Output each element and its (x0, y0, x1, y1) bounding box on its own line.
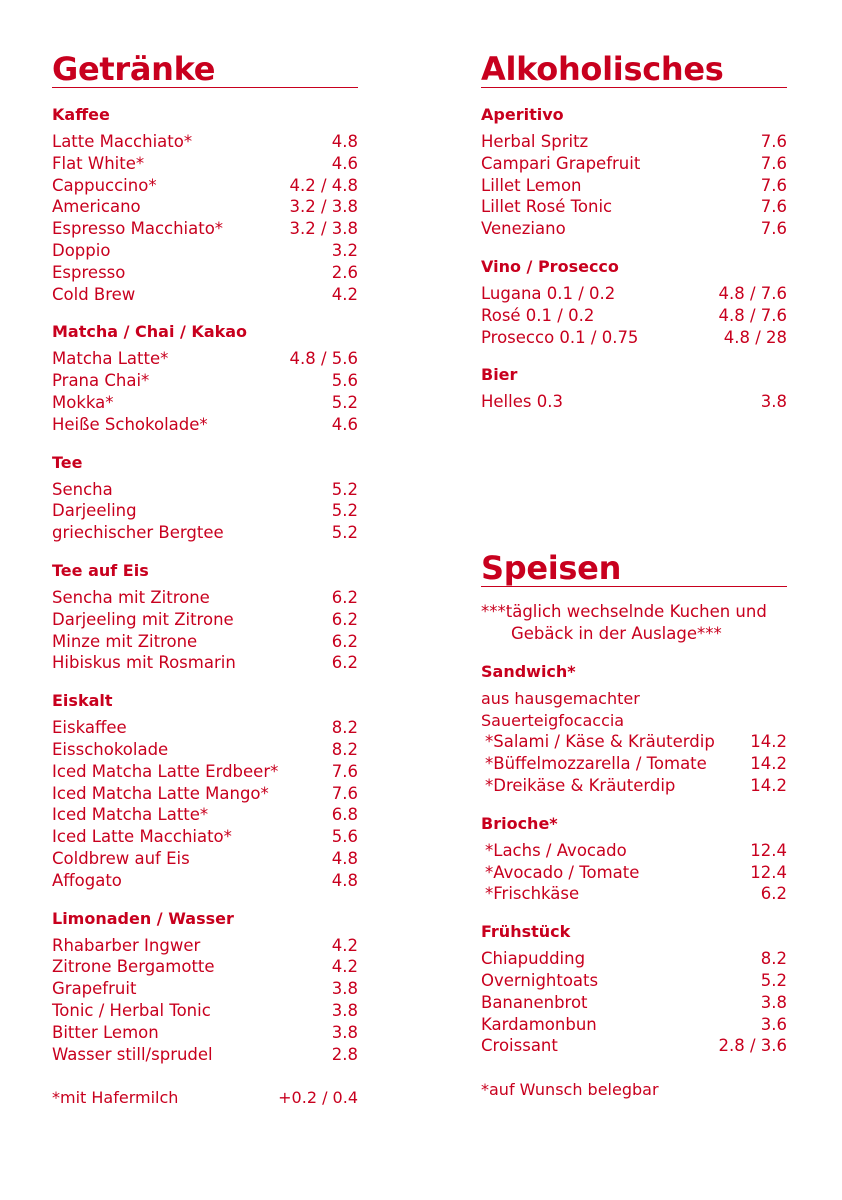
menu-item-name: Cold Brew (52, 284, 136, 304)
menu-item-price: 3.8 (331, 979, 358, 999)
oat-milk-footnote (52, 1087, 358, 1108)
menu-item-name: griechischer Bergtee (52, 523, 224, 543)
menu-item (481, 731, 787, 753)
sandwich-items (481, 731, 787, 796)
menu-item (52, 783, 358, 805)
menu-item (481, 992, 787, 1014)
section-title: Matcha / Chai / Kakao (52, 322, 248, 342)
menu-item-name: Grapefruit (52, 979, 137, 999)
menu-item-name: Affogato (52, 870, 122, 890)
oat-milk-surcharge: +0.2 / 0.4 (278, 1088, 358, 1108)
menu-item-price: 2.6 (331, 262, 358, 282)
menu-item-price: 3.2 (331, 240, 358, 260)
menu-item-name: Zitrone Bergamotte (52, 957, 215, 977)
menu-item-name: Helles 0.3 (481, 392, 563, 412)
menu-item-price: 4.8 (331, 132, 358, 151)
menu-item-price: 6.8 (331, 805, 358, 825)
menu-item-name: Herbal Spritz (481, 132, 589, 151)
menu-item-price: 5.2 (331, 392, 358, 412)
menu-item (481, 1035, 787, 1057)
menu-item-name: Sencha (52, 479, 113, 499)
menu-item-price: 4.8 (331, 870, 358, 890)
sandwich-note-2: Sauerteigfocaccia (481, 710, 625, 730)
section-title: Tee (52, 452, 83, 472)
menu-item-name: Coldbrew auf Eis (52, 848, 190, 868)
menu-item-price: 5.2 (760, 970, 787, 990)
menu-item (52, 652, 358, 674)
menu-item-price: 6.2 (331, 653, 358, 673)
menu-item-price: 4.8 / 7.6 (718, 305, 787, 325)
menu-item (481, 1014, 787, 1036)
menu-item-name: Latte Macchiato* (52, 132, 193, 151)
menu-item-price: 14.2 (750, 754, 787, 774)
menu-item-price: 8.2 (760, 949, 787, 969)
menu-item-price: 12.4 (750, 840, 787, 860)
menu-item-price: 4.2 / 4.8 (289, 175, 358, 195)
menu-item-price: 6.2 (760, 884, 787, 904)
menu-item (481, 862, 787, 884)
menu-item-name: Cappuccino* (52, 175, 157, 195)
menu-item-price: 5.2 (331, 479, 358, 499)
menu-item-name: *Dreikäse & Kräuterdip (485, 775, 676, 795)
menu-item (481, 948, 787, 970)
menu-item (481, 283, 787, 305)
oat-milk-note: *mit Hafermilch (52, 1088, 179, 1108)
food-intro (481, 601, 787, 645)
menu-item-name: *Frischkäse (485, 884, 580, 904)
menu-item-price: 3.2 / 3.8 (289, 219, 358, 239)
menu-item-price: 5.2 (331, 523, 358, 543)
menu-item (52, 804, 358, 826)
brioche-items (481, 840, 787, 905)
topping-footnote: *auf Wunsch belegbar (481, 1080, 659, 1100)
menu-item (52, 153, 358, 175)
menu-item-name: *Salami / Käse & Kräuterdip (485, 732, 715, 752)
menu-item (481, 883, 787, 905)
menu-item (52, 1022, 358, 1044)
menu-item-price: 4.2 (331, 935, 358, 955)
menu-item-name: Kardamonbun (481, 1014, 597, 1034)
section-title: Kaffee (52, 105, 110, 124)
menu-item-price: 4.2 (331, 957, 358, 977)
menu-item-name: Rosé 0.1 / 0.2 (481, 305, 595, 325)
section-title: Tee auf Eis (52, 560, 149, 580)
menu-item (481, 970, 787, 992)
menu-item-name: Matcha Latte* (52, 349, 169, 369)
menu-item (52, 131, 358, 153)
menu-item (52, 218, 358, 240)
menu-item-price: 7.6 (760, 219, 787, 239)
alcohol-food-column (481, 52, 787, 1100)
menu-item (52, 848, 358, 870)
menu-item-name: Iced Latte Macchiato* (52, 827, 232, 847)
sandwich-note-1: aus hausgemachter (481, 688, 640, 708)
menu-item-price: 4.8 (331, 848, 358, 868)
menu-item-name: Espresso (52, 262, 126, 282)
menu-item-price: 2.8 (331, 1044, 358, 1064)
menu-item (52, 587, 358, 609)
menu-item-price: 3.8 (760, 392, 787, 412)
menu-item-name: Veneziano (481, 219, 566, 239)
menu-item-price: 14.2 (750, 775, 787, 795)
menu-item (52, 370, 358, 392)
menu-item-price: 2.8 / 3.6 (718, 1036, 787, 1056)
menu-item (52, 196, 358, 218)
menu-item-price: 4.6 (331, 414, 358, 434)
drinks-column (52, 52, 358, 1108)
alcohol-sections (481, 105, 787, 413)
menu-item (52, 717, 358, 739)
menu-item-name: Mokka* (52, 392, 114, 412)
menu-item (481, 327, 787, 349)
menu-item (52, 761, 358, 783)
menu-item-price: 3.8 (760, 992, 787, 1012)
menu-item-name: Prana Chai* (52, 371, 150, 391)
menu-item (481, 840, 787, 862)
menu-item-name: Lillet Lemon (481, 175, 582, 195)
menu-item-name: Darjeeling mit Zitrone (52, 609, 234, 629)
section-title: Eiskalt (52, 691, 113, 711)
menu-item-price: 3.6 (760, 1014, 787, 1034)
menu-item-price: 7.6 (760, 197, 787, 217)
menu-item-name: Americano (52, 197, 141, 217)
menu-item (52, 500, 358, 522)
menu-item-name: Lugana 0.1 / 0.2 (481, 283, 616, 303)
menu-item (52, 284, 358, 306)
section-title-fruehstueck: Frühstück (481, 922, 571, 942)
menu-item (52, 175, 358, 197)
menu-item (52, 870, 358, 892)
alcohol-heading: Alkoholisches (481, 52, 787, 88)
menu-item (481, 305, 787, 327)
menu-item-price: 6.2 (331, 609, 358, 629)
menu-item (481, 175, 787, 197)
menu-item-price: 8.2 (331, 718, 358, 738)
menu-item-name: Bananenbrot (481, 992, 588, 1012)
menu-item (481, 131, 787, 153)
section-title: Vino / Prosecco (481, 256, 619, 276)
menu-item (52, 392, 358, 414)
menu-item-price: 6.2 (331, 631, 358, 651)
menu-item-name: Prosecco 0.1 / 0.75 (481, 327, 639, 347)
menu-item-price: 7.6 (331, 761, 358, 781)
menu-item-name: Minze mit Zitrone (52, 631, 198, 651)
menu-item (52, 826, 358, 848)
menu-item (52, 262, 358, 284)
menu-item-name: Bitter Lemon (52, 1022, 159, 1042)
menu-item (52, 240, 358, 262)
menu-item (52, 1000, 358, 1022)
menu-item-price: 7.6 (331, 783, 358, 803)
menu-item-price: 4.2 (331, 284, 358, 304)
menu-item-name: Croissant (481, 1036, 558, 1056)
menu-item (52, 631, 358, 653)
menu-item-name: Campari Grapefruit (481, 153, 641, 173)
menu-item (52, 739, 358, 761)
menu-item (52, 522, 358, 544)
menu-item-name: Wasser still/sprudel (52, 1044, 213, 1064)
menu-item (481, 775, 787, 797)
section-title: Bier (481, 365, 518, 385)
menu-item (52, 609, 358, 631)
menu-item-price: 3.8 (331, 1022, 358, 1042)
menu-item-name: Eisschokolade (52, 739, 169, 759)
menu-item (481, 196, 787, 218)
menu-item (481, 391, 787, 413)
menu-item (52, 348, 358, 370)
menu-item (52, 479, 358, 501)
section-title-brioche: Brioche* (481, 813, 558, 833)
menu-item-price: 12.4 (750, 862, 787, 882)
menu-item-name: Overnightoats (481, 970, 599, 990)
menu-item-price: 4.6 (331, 153, 358, 173)
section-title: Limonaden / Wasser (52, 908, 234, 928)
menu-item (52, 956, 358, 978)
menu-item-price: 5.6 (331, 827, 358, 847)
menu-item (52, 978, 358, 1000)
menu-item-price: 7.6 (760, 153, 787, 173)
menu-item-name: Iced Matcha Latte Mango* (52, 783, 269, 803)
menu-item-price: 6.2 (331, 587, 358, 607)
menu-item-price: 14.2 (750, 732, 787, 752)
menu-item-name: Rhabarber Ingwer (52, 935, 201, 955)
menu-item-name: Eiskaffee (52, 718, 127, 738)
food-intro-line-1: ***täglich wechselnde Kuchen und (481, 602, 767, 622)
food-heading: Speisen (481, 551, 787, 587)
menu-item-price: 5.2 (331, 501, 358, 521)
menu-item (481, 153, 787, 175)
menu-item (481, 218, 787, 240)
menu-item-name: Espresso Macchiato* (52, 219, 224, 239)
menu-item-name: Heiße Schokolade* (52, 414, 208, 434)
menu-item (52, 935, 358, 957)
menu-item (52, 1044, 358, 1066)
drinks-heading: Getränke (52, 52, 358, 88)
menu-item-name: Sencha mit Zitrone (52, 587, 210, 607)
menu-item-name: Iced Matcha Latte Erdbeer* (52, 761, 279, 781)
menu-item-name: Flat White* (52, 153, 145, 173)
food-intro-line-2: Gebäck in der Auslage*** (511, 623, 722, 643)
menu-item-name: Hibiskus mit Rosmarin (52, 653, 236, 673)
menu-item-name: Chiapudding (481, 949, 586, 969)
menu-item-price: 4.8 / 5.6 (289, 349, 358, 369)
menu-item-name: Darjeeling (52, 501, 137, 521)
fruehstueck-items (481, 948, 787, 1057)
menu-item-name: *Büffelmozzarella / Tomate (485, 754, 707, 774)
menu-item-price: 7.6 (760, 175, 787, 195)
section-title: Aperitivo (481, 105, 564, 124)
menu-item-name: Iced Matcha Latte* (52, 805, 209, 825)
menu-item-name: Lillet Rosé Tonic (481, 197, 613, 217)
menu-item-price: 4.8 / 7.6 (718, 283, 787, 303)
menu-item-price: 4.8 / 28 (723, 327, 787, 347)
menu-item (52, 414, 358, 436)
menu-item-name: Tonic / Herbal Tonic (52, 1000, 211, 1020)
menu-item-price: 8.2 (331, 739, 358, 759)
menu-item-price: 7.6 (760, 132, 787, 151)
menu-item-name: Doppio (52, 240, 111, 260)
menu-item-price: 5.6 (331, 371, 358, 391)
section-title-sandwich: Sandwich* (481, 661, 576, 681)
menu-item-name: *Lachs / Avocado (485, 840, 627, 860)
menu-item-price: 3.2 / 3.8 (289, 197, 358, 217)
menu-item-price: 3.8 (331, 1000, 358, 1020)
menu-item (481, 753, 787, 775)
menu-item-name: *Avocado / Tomate (485, 862, 640, 882)
drinks-sections (52, 105, 358, 1065)
